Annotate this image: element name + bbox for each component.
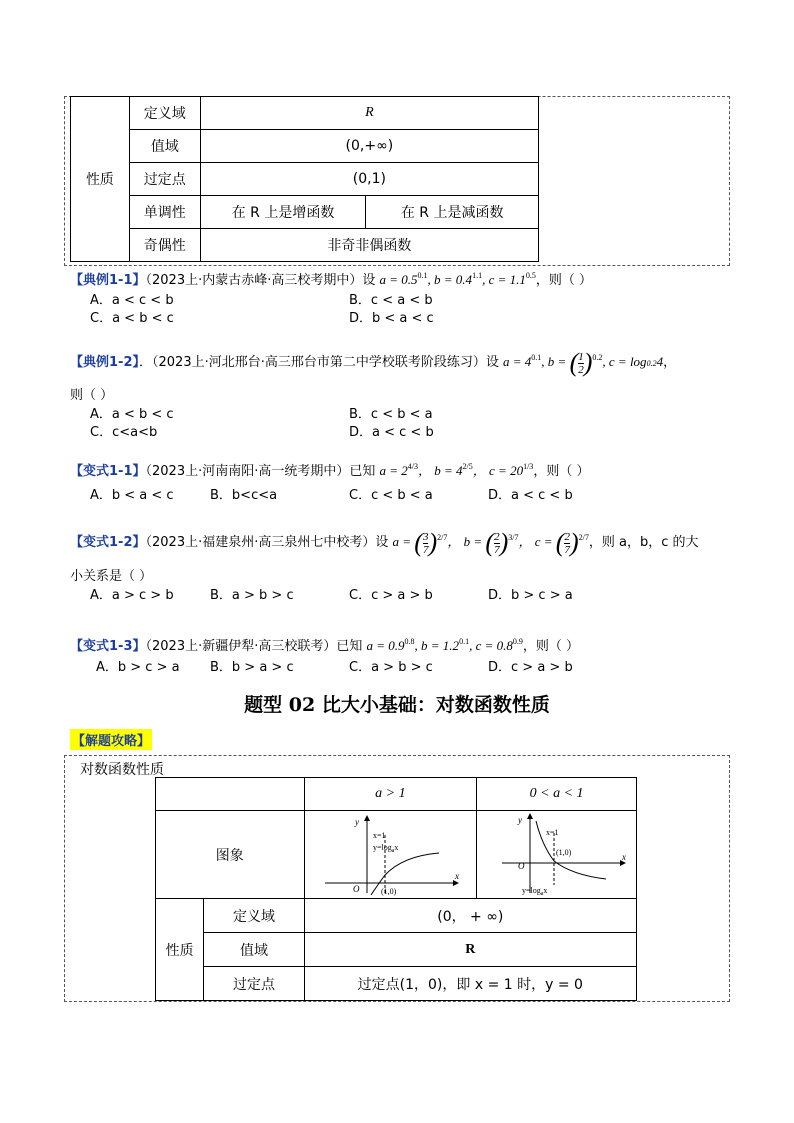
question-1-1 <box>70 269 592 288</box>
graph-a-lt-1 <box>477 811 637 899</box>
option-b[interactable]: B．c < a < b <box>349 293 433 308</box>
question-1-2-line2: 则（ ） <box>70 388 114 403</box>
option-d[interactable]: D．a < c < b <box>488 488 573 503</box>
question-expr: $a = 0.5^{0.1}$, $b = 0.4^{1.1}$, $c = 1.1^{0.5}$ <box>379 271 536 287</box>
origin-label: O <box>353 883 360 894</box>
variant-1-1 <box>70 460 589 479</box>
question-tail: ，则 a，b，c 的大 <box>588 534 699 550</box>
section-title: 题型 02 比大小基础：对数函数性质 <box>244 694 550 716</box>
question-tag: 【变式1-1】 <box>70 464 146 479</box>
exp-properties-table <box>70 96 539 262</box>
log-row-label-range: 值域 <box>204 933 304 967</box>
function-label: $y=\log_ax$ <box>373 842 399 854</box>
row-label-domain: 定义域 <box>129 97 200 130</box>
question-source: （2023上·河南南阳·高一统考期中）已知 <box>145 464 376 479</box>
row-value-domain: R <box>200 97 538 130</box>
y-axis-label: y <box>355 816 360 827</box>
question-tag: 【变式1-2】 <box>70 534 146 550</box>
origin-label: O <box>517 860 525 871</box>
option-d[interactable]: D．b > c > a <box>488 588 573 603</box>
log-row-value-domain: (0， + ∞) <box>304 899 636 933</box>
option-a[interactable]: A．a < c < b <box>90 293 174 308</box>
row-value-parity: 非奇非偶函数 <box>200 229 538 262</box>
row-label-monotonic: 单调性 <box>129 196 200 229</box>
strategy-label: 【解题攻略】 <box>70 729 152 750</box>
option-d[interactable]: D．b < a < c <box>349 311 434 326</box>
option-c[interactable]: C．c<a<b <box>90 425 158 440</box>
option-d[interactable]: D．c > a > b <box>488 660 573 675</box>
variant-1-2 <box>70 528 698 558</box>
variant-1-3 <box>70 635 579 654</box>
function-label: $y=\log_ax$ <box>521 885 547 897</box>
row-value-increasing: 在 R 上是增函数 <box>200 196 366 229</box>
option-d[interactable]: D．a < c < b <box>349 425 434 440</box>
log-row-label-domain: 定义域 <box>204 899 304 933</box>
option-a[interactable]: A．b > c > a <box>96 660 180 675</box>
question-tail: ， <box>663 354 677 370</box>
log-properties-table <box>155 777 637 1001</box>
question-source: （2023上·新疆伊犁·高三校联考）已知 <box>145 639 363 654</box>
option-c[interactable]: C．c < b < a <box>349 488 433 503</box>
question-source: （2023上·内蒙古赤峰·高三校考期中）设 <box>145 273 376 288</box>
y-axis-label: y <box>517 814 522 825</box>
graph-a-gt-1 <box>304 811 477 899</box>
log-row-value-range: R <box>304 933 636 967</box>
option-b[interactable]: B．b > a > c <box>210 660 294 675</box>
question-tag: 【典例1-1】 <box>70 273 146 288</box>
question-tail: ，则（ ） <box>533 464 590 479</box>
option-b[interactable]: B．b<c<a <box>210 488 278 503</box>
option-c[interactable]: C．a > b > c <box>349 660 433 675</box>
question-tail: ，则（ ） <box>522 639 579 654</box>
log-box-title: 对数函数性质 <box>80 762 164 778</box>
question-expr: $a = 0.9^{0.8}$, $b = 1.2^{0.1}$, $c = 0.8^{0.9}$ <box>366 637 523 653</box>
log-row-value-fixed-point: 过定点(1，0)，即 x = 1 时，y = 0 <box>304 967 636 1001</box>
question-source: （2023上·福建泉州·高三泉州七中校考）设 <box>145 534 389 550</box>
option-b[interactable]: B．a > b > c <box>210 588 294 603</box>
log-prop-label: 性质 <box>156 899 204 1001</box>
question-tag: 【变式1-3】 <box>70 639 146 654</box>
question-tail: ，则（ ） <box>535 273 592 288</box>
x-equals-1-label: x=1 <box>545 827 559 837</box>
graph-label: 图象 <box>156 811 305 899</box>
log-graph-decreasing <box>482 813 632 897</box>
question-1-2 <box>70 348 676 378</box>
row-label-parity: 奇偶性 <box>129 229 200 262</box>
question-expr: $a = 4^{0.1}$, b = ( $\frac{1}{2}$ )$^{0.2}$, c = log0.24 <box>503 348 664 377</box>
row-label-range: 值域 <box>129 130 200 163</box>
point-label: (1,0) <box>555 847 571 857</box>
option-a[interactable]: A．b < a < c <box>90 488 174 503</box>
log-graph-increasing <box>315 813 465 897</box>
variant-1-2-line2: 小关系是（ ） <box>70 569 153 584</box>
x-axis-label: x <box>621 851 626 862</box>
row-label-fixed-point: 过定点 <box>129 163 200 196</box>
option-c[interactable]: C．a < b < c <box>90 311 174 326</box>
question-expr: a = ( $\frac{3}{7}$ )$^{2/7}$， b = ( $\frac{2}{7}$ )$^{3/7}$， c = ( $\frac{2}{7}$ )$^{2/7}$ <box>392 528 589 557</box>
row-value-fixed-point: (0,1) <box>200 163 538 196</box>
prop-label: 性质 <box>71 97 130 262</box>
option-a[interactable]: A．a > c > b <box>90 588 174 603</box>
point-label: (1,0) <box>381 886 397 896</box>
x-equals-1-label: x=1 <box>373 830 386 840</box>
option-c[interactable]: C．c > a > b <box>349 588 433 603</box>
question-expr: $a = 2^{4/3}$， $b = 4^{2/5}$， $c = 20^{1/3}$ <box>379 462 534 478</box>
option-b[interactable]: B．c < b < a <box>349 407 433 422</box>
header-empty-cell <box>156 778 305 811</box>
header-a-gt-1: a > 1 <box>304 778 477 811</box>
x-axis-label: x <box>455 870 460 881</box>
row-value-decreasing: 在 R 上是减函数 <box>366 196 539 229</box>
question-tag: 【典例1-2】 <box>70 354 139 370</box>
option-a[interactable]: A．a < b < c <box>90 407 174 422</box>
header-a-lt-1: 0 < a < 1 <box>477 778 637 811</box>
row-value-range: (0,+∞) <box>200 130 538 163</box>
log-row-label-fixed-point: 过定点 <box>204 967 304 1001</box>
question-source: ．（2023上·河北邢台·高三邢台市第二中学校联考阶段练习）设 <box>139 354 499 370</box>
